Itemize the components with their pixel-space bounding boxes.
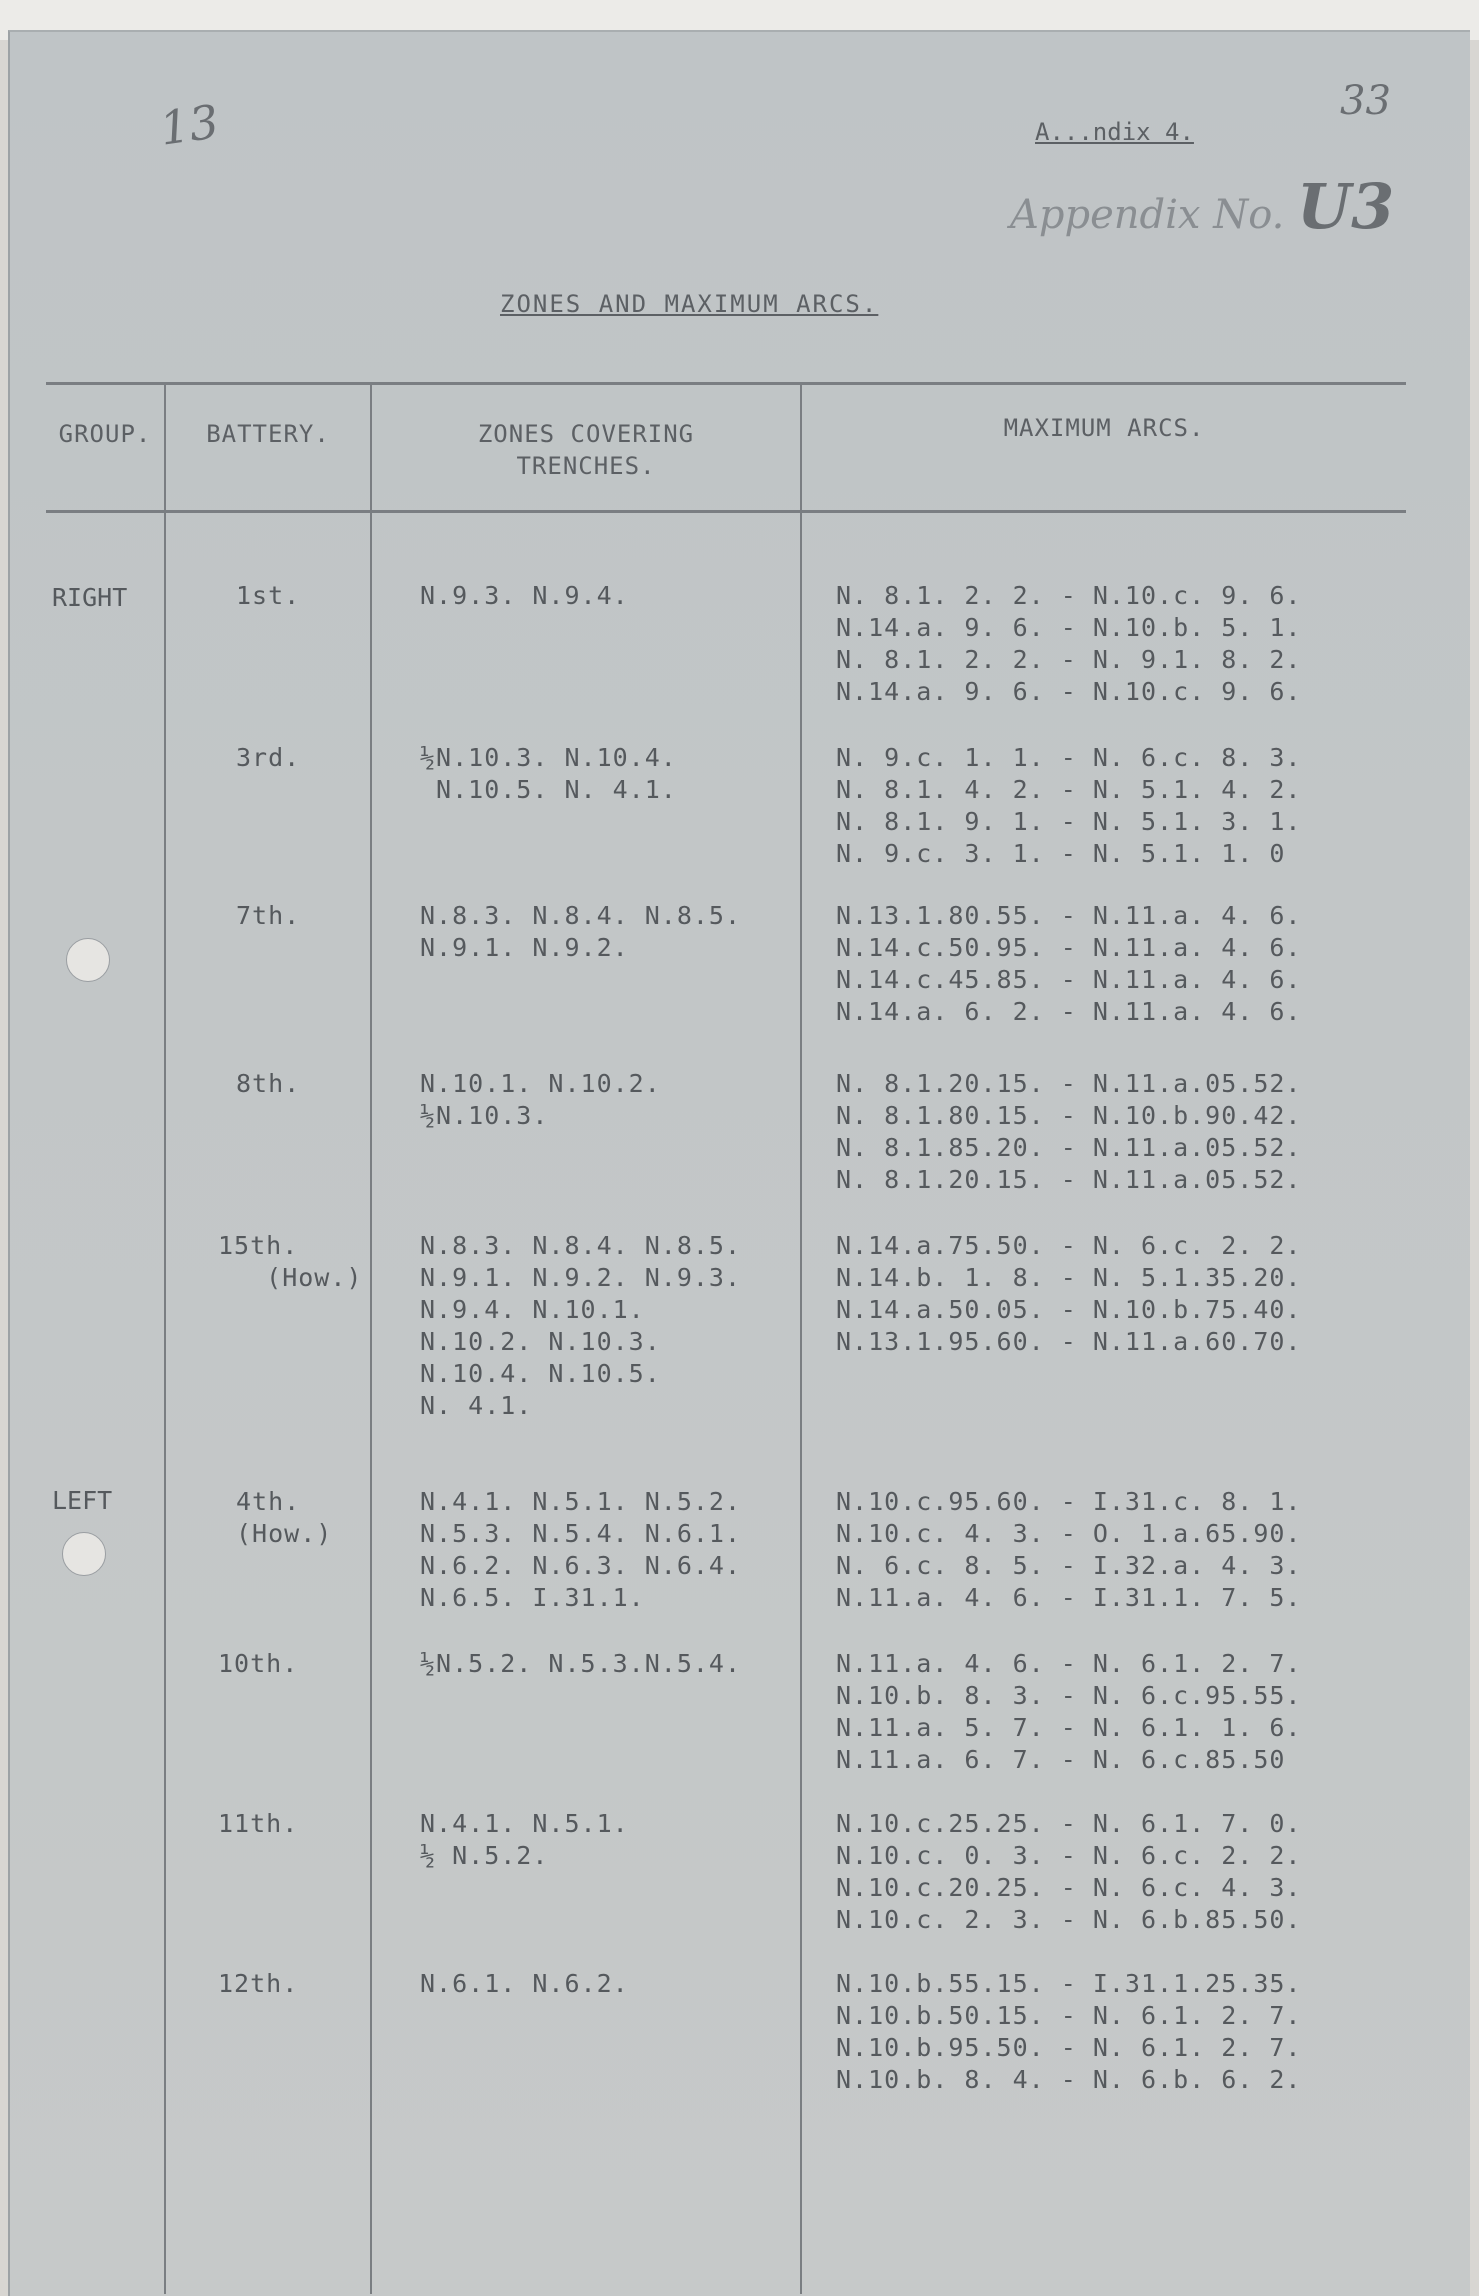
arcs-cell-line: N. 8.1. 2. 2. - N. 9.1. 8. 2. (836, 645, 1302, 674)
header-arcs: MAXIMUM ARCS. (1003, 414, 1205, 442)
zones-cell (420, 1648, 741, 1680)
arcs-cell-line: N.10.b.95.50. - N. 6.1. 2. 7. (836, 2033, 1302, 2062)
arcs-cell (836, 900, 1302, 1028)
column-divider-group (164, 382, 166, 2294)
table-top-rule (46, 382, 1406, 385)
zones-cell-line: N.6.5. I.31.1. (420, 1583, 645, 1612)
battery-cell-line: (How.) (236, 1519, 333, 1548)
battery-cell-line: (How.) (218, 1263, 363, 1292)
appendix-typed-label: A...ndix 4. (1035, 118, 1194, 146)
zones-cell-line: N.6.1. N.6.2. (420, 1969, 629, 1998)
arcs-cell-line: N. 9.c. 1. 1. - N. 6.c. 8. 3. (836, 743, 1302, 772)
arcs-cell-line: N.10.b. 8. 4. - N. 6.b. 6. 2. (836, 2065, 1302, 2094)
arcs-cell-line: N.14.a.75.50. - N. 6.c. 2. 2. (836, 1231, 1302, 1260)
battery-cell-line: 12th. (218, 1969, 299, 1998)
zones-cell (420, 1968, 629, 2000)
appendix-number: U3 (1297, 170, 1395, 243)
zones-cell-line: N.9.1. N.9.2. (420, 933, 629, 962)
header-zones-line: ZONES COVERING (477, 420, 695, 448)
battery-cell (236, 1068, 300, 1100)
punch-hole (66, 938, 110, 982)
arcs-cell-line: N.13.1.80.55. - N.11.a. 4. 6. (836, 901, 1302, 930)
arcs-cell-line: N. 8.1.20.15. - N.11.a.05.52. (836, 1069, 1302, 1098)
battery-cell (236, 900, 300, 932)
arcs-cell-line: N.14.b. 1. 8. - N. 5.1.35.20. (836, 1263, 1302, 1292)
appendix-stamp (1010, 170, 1394, 243)
appendix-stamp-label: Appendix No. (1010, 192, 1285, 238)
zones-cell (420, 1230, 741, 1422)
arcs-cell-line: N.13.1.95.60. - N.11.a.60.70. (836, 1327, 1302, 1356)
arcs-cell-line: N.11.a. 4. 6. - N. 6.1. 2. 7. (836, 1649, 1302, 1678)
header-battery: BATTERY. (206, 420, 330, 448)
zones-cell (420, 900, 741, 964)
folio-number-left: 13 (156, 94, 223, 156)
arcs-cell-line: N.10.c.20.25. - N. 6.c. 4. 3. (836, 1873, 1302, 1902)
zones-cell-line: ½N.10.3. (420, 1101, 549, 1130)
arcs-cell-line: N.10.c.25.25. - N. 6.1. 7. 0. (836, 1809, 1302, 1838)
document-title: ZONES AND MAXIMUM ARCS. (500, 290, 879, 318)
battery-cell (236, 1486, 332, 1550)
zones-cell-line: N.9.3. N.9.4. (420, 581, 629, 610)
zones-cell-line: N.10.5. N. 4.1. (420, 775, 677, 804)
zones-cell (420, 1808, 629, 1872)
arcs-cell-line: N. 8.1. 4. 2. - N. 5.1. 4. 2. (836, 775, 1302, 804)
arcs-cell-line: N. 6.c. 8. 5. - I.32.a. 4. 3. (836, 1551, 1302, 1580)
arcs-cell-line: N. 8.1.85.20. - N.11.a.05.52. (836, 1133, 1302, 1162)
zones-cell-line: N.9.1. N.9.2. N.9.3. (420, 1263, 742, 1292)
battery-cell-line: 3rd. (236, 743, 301, 772)
arcs-cell-line: N.10.b.50.15. - N. 6.1. 2. 7. (836, 2001, 1302, 2030)
zones-cell-line: N.4.1. N.5.1. N.5.2. (420, 1487, 742, 1516)
zones-cell-line: N.9.4. N.10.1. (420, 1295, 645, 1324)
column-divider-battery (370, 382, 372, 2294)
arcs-cell-line: N. 8.1. 2. 2. - N.10.c. 9. 6. (836, 581, 1302, 610)
battery-cell-line: 7th. (236, 901, 301, 930)
zones-cell-line: N.4.1. N.5.1. (420, 1809, 629, 1838)
arcs-cell-line: N. 8.1. 9. 1. - N. 5.1. 3. 1. (836, 807, 1302, 836)
arcs-cell (836, 1068, 1302, 1196)
battery-cell (218, 1648, 298, 1680)
arcs-cell-line: N. 8.1.80.15. - N.10.b.90.42. (836, 1101, 1302, 1130)
arcs-cell-line: N.10.c. 4. 3. - O. 1.a.65.90. (836, 1519, 1302, 1548)
battery-cell (218, 1230, 362, 1294)
arcs-cell-line: N.10.c. 0. 3. - N. 6.c. 2. 2. (836, 1841, 1302, 1870)
column-divider-zones (800, 382, 802, 2294)
zones-cell-line: ½ N.5.2. (420, 1841, 549, 1870)
arcs-cell-line: N.10.c.95.60. - I.31.c. 8. 1. (836, 1487, 1302, 1516)
arcs-cell (836, 742, 1302, 870)
arcs-cell-line: N.10.b. 8. 3. - N. 6.c.95.55. (836, 1681, 1302, 1710)
zones-cell (420, 1068, 661, 1132)
arcs-cell-line: N. 8.1.20.15. - N.11.a.05.52. (836, 1165, 1302, 1194)
battery-cell-line: 8th. (236, 1069, 301, 1098)
arcs-cell-line: N.14.a. 9. 6. - N.10.c. 9. 6. (836, 677, 1302, 706)
arcs-cell-line: N.14.c.50.95. - N.11.a. 4. 6. (836, 933, 1302, 962)
arcs-cell-line: N.11.a. 5. 7. - N. 6.1. 1. 6. (836, 1713, 1302, 1742)
battery-cell (236, 742, 300, 774)
battery-cell-line: 11th. (218, 1809, 299, 1838)
group-label-left: LEFT (52, 1486, 113, 1515)
battery-cell (236, 580, 300, 612)
arcs-cell-line: N.11.a. 4. 6. - I.31.1. 7. 5. (836, 1583, 1302, 1612)
battery-cell-line: 4th. (236, 1487, 301, 1516)
zones-cell (420, 580, 629, 612)
folio-number-right: 33 (1340, 78, 1391, 124)
zones-cell-line: N. 4.1. (420, 1391, 533, 1420)
arcs-cell (836, 1808, 1302, 1936)
zones-cell-line: ½N.10.3. N.10.4. (420, 743, 677, 772)
arcs-cell-line: N.14.a. 9. 6. - N.10.b. 5. 1. (836, 613, 1302, 642)
arcs-cell-line: N.10.c. 2. 3. - N. 6.b.85.50. (836, 1905, 1302, 1934)
arcs-cell-line: N. 9.c. 3. 1. - N. 5.1. 1. 0 (836, 839, 1286, 868)
arcs-cell-line: N.14.a. 6. 2. - N.11.a. 4. 6. (836, 997, 1302, 1026)
battery-cell (218, 1968, 298, 2000)
arcs-cell-line: N.10.b.55.15. - I.31.1.25.35. (836, 1969, 1302, 1998)
zones-cell-line: ½N.5.2. N.5.3.N.5.4. (420, 1649, 742, 1678)
zones-cell-line: N.6.2. N.6.3. N.6.4. (420, 1551, 742, 1580)
header-zones-line: TRENCHES. (516, 452, 656, 480)
zones-cell-line: N.5.3. N.5.4. N.6.1. (420, 1519, 742, 1548)
zones-cell-line: N.8.3. N.8.4. N.8.5. (420, 901, 742, 930)
arcs-cell (836, 1968, 1302, 2096)
header-group: GROUP. (58, 420, 152, 448)
arcs-cell-line: N.14.a.50.05. - N.10.b.75.40. (836, 1295, 1302, 1324)
header-bottom-rule (46, 510, 1406, 513)
arcs-cell (836, 1648, 1302, 1776)
zones-cell-line: N.8.3. N.8.4. N.8.5. (420, 1231, 742, 1260)
battery-cell (218, 1808, 298, 1840)
battery-cell-line: 15th. (218, 1231, 299, 1260)
zones-cell-line: N.10.2. N.10.3. (420, 1327, 661, 1356)
group-label-right: RIGHT (52, 583, 128, 612)
battery-cell-line: 10th. (218, 1649, 299, 1678)
battery-cell-line: 1st. (236, 581, 301, 610)
arcs-cell (836, 1230, 1302, 1358)
zones-cell (420, 1486, 741, 1614)
zones-cell-line: N.10.1. N.10.2. (420, 1069, 661, 1098)
zones-cell-line: N.10.4. N.10.5. (420, 1359, 661, 1388)
arcs-cell (836, 580, 1302, 708)
arcs-cell (836, 1486, 1302, 1614)
header-zones (372, 418, 800, 482)
arcs-cell-line: N.14.c.45.85. - N.11.a. 4. 6. (836, 965, 1302, 994)
zones-cell (420, 742, 677, 806)
arcs-cell-line: N.11.a. 6. 7. - N. 6.c.85.50 (836, 1745, 1286, 1774)
punch-hole (62, 1532, 106, 1576)
